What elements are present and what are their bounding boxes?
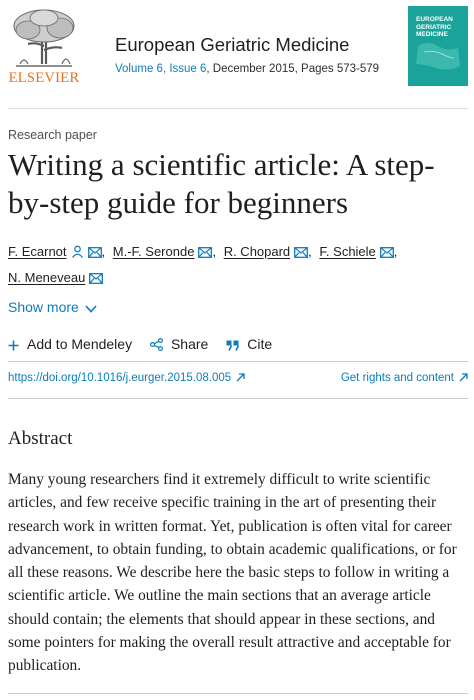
author-separator: , — [308, 244, 312, 259]
cover-title: EUROPEAN GERIATRIC MEDICINE — [416, 16, 453, 38]
article-actions — [8, 336, 286, 352]
author-item[interactable] — [224, 244, 316, 259]
person-icon[interactable] — [71, 245, 84, 258]
journal-issue-info — [115, 63, 379, 75]
show-more-button[interactable] — [8, 299, 97, 315]
abstract-text: Many young researchers find it extremely difficult to write scientific articles, and few receive specific training in the art of presenting their research work in written format. Yet, publication is often vital for career advancement, to obtain funding, to obtain academic qualifications, or for all these reasons. We describe here the basic steps to follow in writing a scientific article. We outline the main sections that an average article should contain; the elements that should appear in these sections, and some pointers for making the overall result attractive and acceptable for publication. — [8, 471, 457, 675]
author-separator: , — [101, 244, 106, 259]
author-separator: , — [393, 244, 398, 259]
show-more-label: Show more — [8, 299, 79, 315]
article-title: Writing a scientific article: A step-by-step guide for beginners — [8, 147, 435, 220]
envelope-icon[interactable] — [198, 247, 212, 258]
article-type-label: Research paper — [8, 128, 97, 142]
cite-button[interactable] — [226, 336, 272, 352]
chevron-down-icon — [85, 305, 97, 313]
author-item[interactable] — [8, 270, 107, 285]
external-link-arrow-icon — [236, 373, 245, 382]
doi-divider — [8, 398, 468, 399]
share-icon — [150, 338, 163, 351]
doi-link[interactable] — [8, 372, 245, 384]
share-label: Share — [170, 336, 209, 352]
add-to-mendeley-button[interactable] — [8, 336, 132, 352]
actions-divider — [8, 361, 468, 362]
journal-title[interactable]: European Geriatric Medicine — [115, 34, 350, 55]
author-name[interactable]: R. Chopard — [223, 244, 291, 259]
envelope-icon[interactable] — [294, 247, 308, 258]
elsevier-wordmark: ELSEVIER — [8, 70, 80, 86]
journal-cover-image[interactable] — [408, 6, 468, 86]
author-list — [8, 239, 470, 291]
abstract-heading: Abstract — [8, 428, 73, 449]
cite-label: Cite — [247, 336, 273, 352]
quote-icon — [226, 340, 239, 351]
envelope-icon[interactable] — [88, 247, 102, 258]
header-divider — [8, 108, 468, 109]
author-item[interactable] — [319, 244, 401, 259]
abstract-divider — [8, 693, 468, 694]
cover-map-graphic — [408, 6, 468, 86]
issue-details: , December 2015, Pages 573-579 — [206, 63, 380, 75]
envelope-icon[interactable] — [380, 247, 394, 258]
author-name[interactable]: F. Ecarnot — [8, 244, 67, 259]
journal-header — [0, 0, 474, 112]
doi-link-text: https://doi.org/10.1016/j.eurger.2015.08.005 — [8, 372, 232, 384]
issue-link[interactable]: Volume 6, Issue 6 — [115, 63, 207, 75]
external-link-arrow-icon — [459, 373, 468, 382]
author-name[interactable]: F. Schiele — [319, 244, 376, 259]
get-rights-text: Get rights and content — [340, 372, 454, 384]
author-item[interactable] — [8, 244, 109, 259]
share-button[interactable] — [150, 336, 208, 352]
author-separator: , — [212, 244, 217, 259]
get-rights-link[interactable] — [341, 372, 468, 384]
plus-icon — [8, 340, 19, 351]
author-name[interactable]: N. Meneveau — [8, 270, 86, 285]
envelope-icon[interactable] — [89, 273, 103, 284]
author-name[interactable]: M.-F. Seronde — [112, 244, 195, 259]
add-to-mendeley-label: Add to Mendeley — [27, 336, 133, 352]
author-item[interactable] — [113, 244, 220, 259]
